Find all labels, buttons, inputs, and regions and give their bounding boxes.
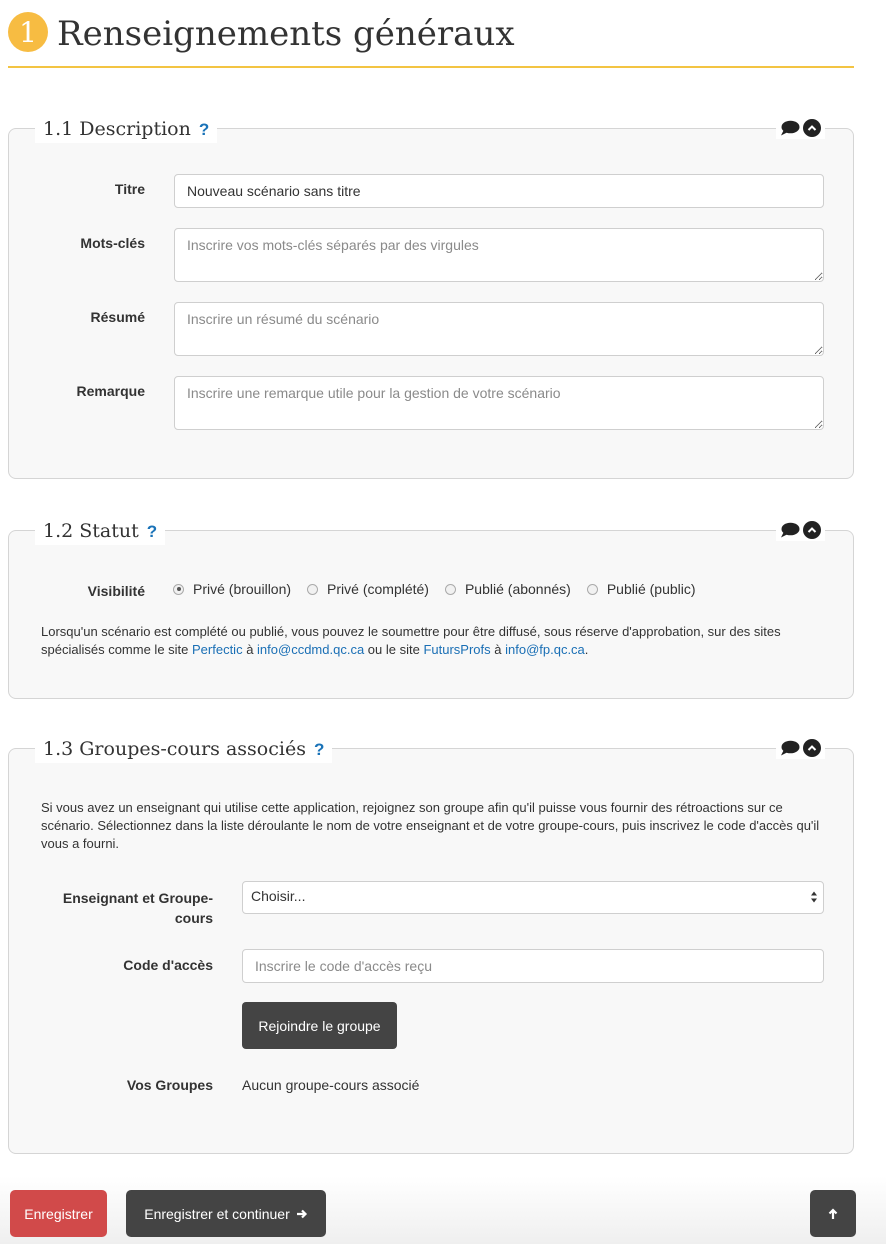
groupes-intro-text: Si vous avez un enseignant qui utilise cette application, rejoignez son groupe afin qu'il puisse vous fournir des rétroactions sur ce scénario. Sélectionnez dans la liste déroulante le nom de votre enseignant et de votre groupe-cours, puis inscrivez le code d'accès qu'il vous a fourni. bbox=[41, 800, 820, 851]
resume-field[interactable] bbox=[174, 302, 824, 356]
panel-title-statut: 1.2 Statut ? bbox=[35, 517, 165, 545]
radio-prive-complete[interactable]: Privé (complété) bbox=[307, 581, 429, 597]
titre-label: Titre bbox=[114, 181, 145, 197]
chevron-up-icon[interactable] bbox=[803, 739, 821, 757]
enseignant-select[interactable]: Choisir... bbox=[242, 881, 824, 914]
select-arrows-icon bbox=[810, 890, 818, 904]
radio-dot-checked[interactable] bbox=[173, 584, 184, 595]
panel-groupes bbox=[8, 738, 854, 1154]
panel-statut bbox=[8, 520, 854, 699]
join-group-button[interactable]: Rejoindre le groupe bbox=[242, 1002, 397, 1049]
chevron-up-icon[interactable] bbox=[803, 119, 821, 137]
comment-icon[interactable] bbox=[780, 522, 800, 538]
visibilite-label: Visibilité bbox=[87, 583, 145, 599]
vos-groupes-label: Vos Groupes bbox=[126, 1077, 213, 1093]
radio-publie-abonnes[interactable]: Publié (abonnés) bbox=[445, 581, 571, 597]
radio-dot[interactable] bbox=[307, 584, 318, 595]
vos-groupes-value: Aucun groupe-cours associé bbox=[242, 1077, 420, 1093]
scroll-top-button[interactable] bbox=[810, 1190, 856, 1237]
panel-title-groupes: 1.3 Groupes-cours associés ? bbox=[35, 735, 332, 763]
help-icon[interactable]: ? bbox=[313, 740, 325, 759]
panel-tools bbox=[776, 117, 825, 139]
enseignant-label: Enseignant et Groupe- cours bbox=[62, 890, 213, 926]
link-futursprofs[interactable]: FutursProfs bbox=[423, 642, 491, 657]
panel-tools bbox=[776, 519, 825, 541]
resume-label: Résumé bbox=[90, 309, 145, 325]
radio-publie-public[interactable]: Publié (public) bbox=[587, 581, 696, 597]
radio-prive-brouillon[interactable]: Privé (brouillon) bbox=[173, 581, 291, 597]
remarque-label: Remarque bbox=[76, 383, 145, 399]
radio-dot[interactable] bbox=[445, 584, 456, 595]
help-icon[interactable]: ? bbox=[198, 120, 210, 139]
link-email-fp[interactable]: info@fp.qc.ca bbox=[505, 642, 585, 657]
comment-icon[interactable] bbox=[780, 740, 800, 756]
save-button[interactable]: Enregistrer bbox=[10, 1190, 107, 1237]
save-continue-button[interactable]: Enregistrer et continuer bbox=[126, 1190, 326, 1237]
panel-description bbox=[8, 118, 854, 479]
radio-dot[interactable] bbox=[587, 584, 598, 595]
chevron-up-icon[interactable] bbox=[803, 521, 821, 539]
motscles-label: Mots-clés bbox=[80, 235, 145, 251]
titre-input[interactable] bbox=[174, 174, 824, 208]
page-title: Renseignements généraux bbox=[57, 14, 515, 54]
panel-title-description: 1.1 Description ? bbox=[35, 115, 217, 143]
arrow-up-icon bbox=[827, 1208, 839, 1220]
step-badge: 1 bbox=[8, 12, 48, 52]
remarque-field[interactable] bbox=[174, 376, 824, 430]
arrow-right-icon bbox=[296, 1208, 308, 1220]
footer-bar bbox=[0, 1176, 886, 1244]
motscles-field[interactable] bbox=[174, 228, 824, 282]
comment-icon[interactable] bbox=[780, 120, 800, 136]
code-acces-label: Code d'accès bbox=[123, 957, 213, 973]
visibility-radio-group bbox=[173, 581, 712, 597]
code-acces-input[interactable] bbox=[242, 949, 824, 983]
link-email-ccdmd[interactable]: info@ccdmd.qc.ca bbox=[257, 642, 365, 657]
link-perfectic[interactable]: Perfectic bbox=[192, 642, 243, 657]
page-header bbox=[8, 8, 854, 68]
statut-info-text: Lorsqu'un scénario est complété ou publié, vous pouvez le soumettre pour être diffusé, sous réserve d'approbation, sur des sites spécialisés comme le site Perfectic à info@ccdmd.qc.ca ou le site FutursProfs à info@fp.qc.ca. bbox=[41, 624, 781, 657]
panel-tools bbox=[776, 737, 825, 759]
help-icon[interactable]: ? bbox=[146, 522, 158, 541]
